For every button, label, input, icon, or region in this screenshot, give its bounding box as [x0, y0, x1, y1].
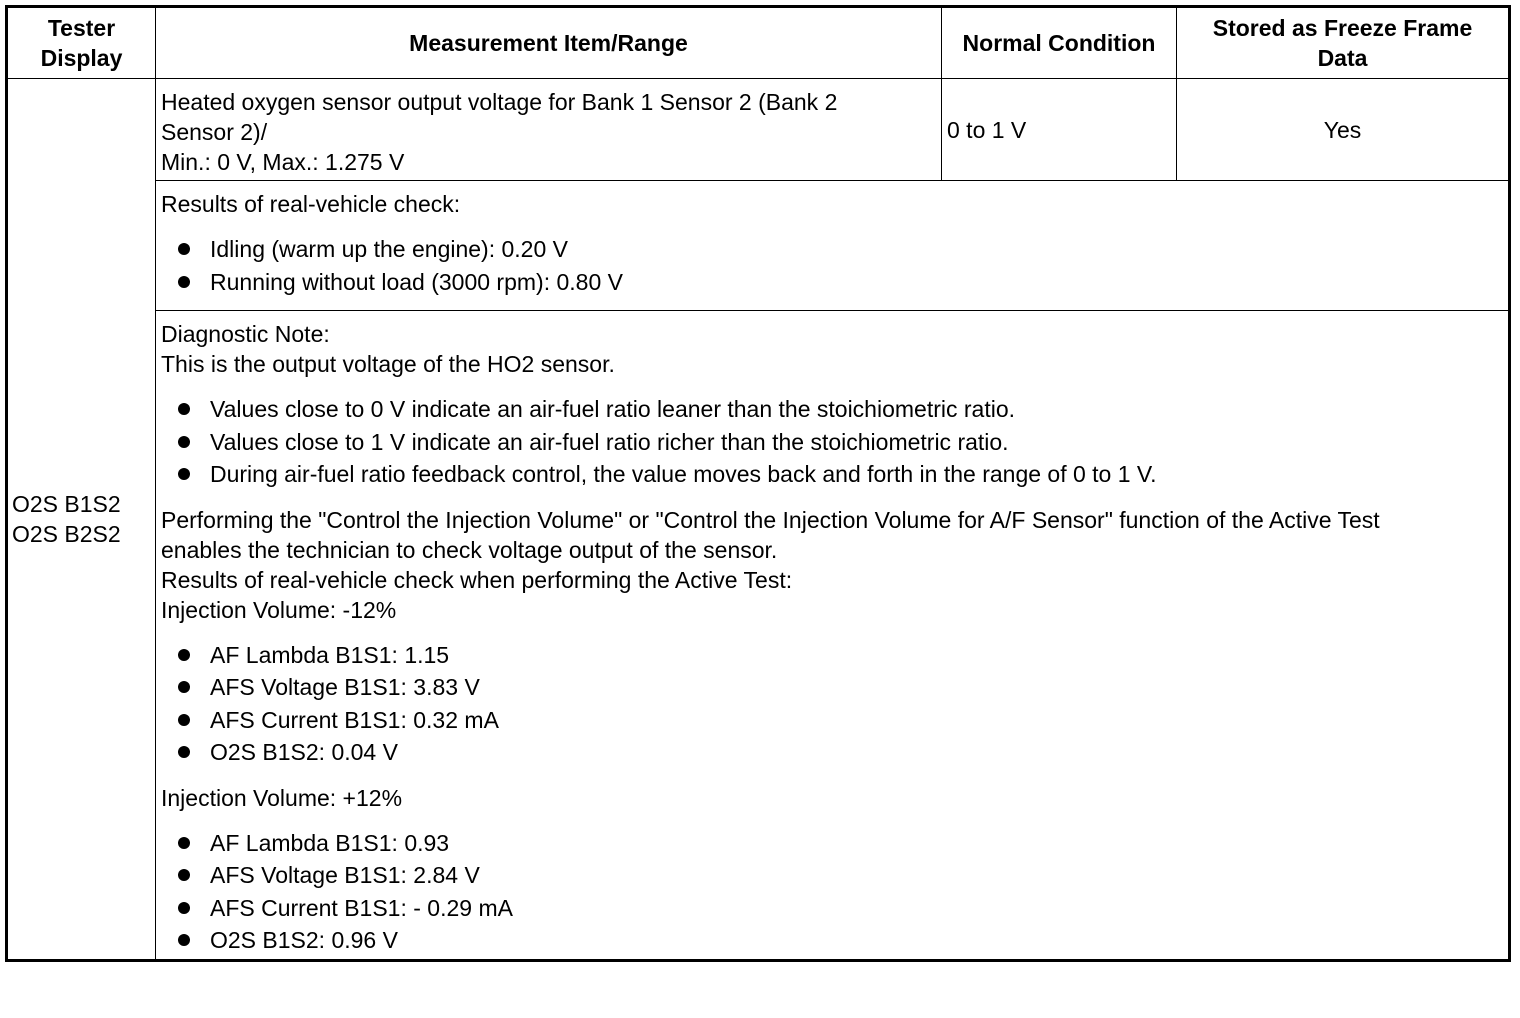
header-freeze-line: Stored as Freeze Frame: [1212, 15, 1473, 41]
diagnostic-heading: Diagnostic Note:: [161, 321, 330, 347]
data-row: [7, 79, 1510, 181]
list-item: [161, 233, 1503, 266]
diagnostic-cell: [156, 311, 1510, 961]
header-normal: Normal Condition: [942, 7, 1177, 79]
diagnostic-row: [7, 311, 1510, 961]
header-tester-display-line: Tester: [47, 15, 116, 41]
diagnostic-intro: This is the output voltage of the HO2 sensor.: [161, 351, 615, 377]
spec-table: [5, 5, 1511, 962]
injection-plus-list: [161, 827, 1503, 957]
tester-display-cell: [7, 79, 156, 961]
active-test-text: Performing the "Control the Injection Volume" or "Control the Injection Volume for A/F Sensor" function of the Active Test: [161, 506, 1380, 533]
normal-condition-cell: 0 to 1 V: [942, 79, 1177, 181]
bullet-icon: [178, 714, 190, 726]
active-test-results-heading: Results of real-vehicle check when performing the Active Test:: [161, 566, 793, 593]
bullet-icon: [178, 746, 190, 758]
bullet-icon: [178, 276, 190, 288]
bullet-icon: [178, 869, 190, 881]
measurement-cell: [156, 79, 942, 181]
list-item-text: AFS Voltage B1S1: 2.84 V: [210, 862, 480, 889]
list-item-text: AFS Voltage B1S1: 3.83 V: [210, 674, 480, 701]
bullet-icon: [178, 403, 190, 415]
header-row: [7, 7, 1510, 79]
list-item-text: AFS Current B1S1: - 0.29 mA: [210, 894, 513, 921]
list-item: [161, 639, 1503, 672]
list-item: [161, 736, 1503, 769]
list-item-text: Values close to 0 V indicate an air-fuel ratio leaner than the stoichiometric ratio.: [210, 396, 1015, 423]
list-item-text: Values close to 1 V indicate an air-fuel ratio richer than the stoichiometric ratio.: [210, 428, 1009, 455]
real-vehicle-cell: [156, 181, 1510, 311]
diagnostic-list: [161, 393, 1503, 491]
list-item-text: O2S B1S2: 0.96 V: [210, 927, 398, 954]
tester-display-value: O2S B1S2: [12, 490, 121, 517]
measurement-line: Sensor 2)/: [161, 119, 268, 145]
list-item: [161, 458, 1503, 491]
measurement-line: Heated oxygen sensor output voltage for Bank 1 Sensor 2 (Bank 2: [161, 89, 838, 115]
bullet-icon: [178, 436, 190, 448]
freeze-frame-cell: Yes: [1177, 79, 1510, 181]
active-test-text: enables the technician to check voltage output of the sensor.: [161, 536, 778, 563]
header-freeze-line: Data: [1317, 45, 1368, 71]
header-tester-display-line: Display: [40, 45, 123, 71]
list-item-text: Idling (warm up the engine): 0.20 V: [210, 236, 568, 263]
bullet-icon: [178, 243, 190, 255]
header-freeze: [1177, 7, 1510, 79]
bullet-icon: [178, 902, 190, 914]
list-item: [161, 892, 1503, 925]
list-item: [161, 924, 1503, 957]
bullet-icon: [178, 934, 190, 946]
injection-minus-list: [161, 639, 1503, 769]
list-item: [161, 827, 1503, 860]
list-item-text: Running without load (3000 rpm): 0.80 V: [210, 268, 623, 295]
real-vehicle-heading: Results of real-vehicle check:: [161, 191, 461, 217]
list-item: [161, 426, 1503, 459]
list-item: [161, 859, 1503, 892]
list-item: [161, 266, 1503, 299]
list-item-text: AF Lambda B1S1: 1.15: [210, 641, 450, 668]
list-item-text: AFS Current B1S1: 0.32 mA: [210, 706, 499, 733]
measurement-line: Min.: 0 V, Max.: 1.275 V: [161, 149, 405, 175]
header-measurement: Measurement Item/Range: [156, 7, 942, 79]
list-item-text: During air-fuel ratio feedback control, the value moves back and forth in the range of 0 to 1 V.: [210, 461, 1157, 488]
real-vehicle-row: [7, 181, 1510, 311]
real-vehicle-list: [161, 233, 1503, 298]
injection-minus-heading: Injection Volume: -12%: [161, 596, 397, 623]
header-tester-display: [7, 7, 156, 79]
bullet-icon: [178, 468, 190, 480]
bullet-icon: [178, 681, 190, 693]
injection-plus-heading: Injection Volume: +12%: [161, 784, 403, 811]
list-item: [161, 671, 1503, 704]
list-item-text: AF Lambda B1S1: 0.93: [210, 829, 450, 856]
bullet-icon: [178, 837, 190, 849]
bullet-icon: [178, 649, 190, 661]
list-item: [161, 393, 1503, 426]
list-item: [161, 704, 1503, 737]
tester-display-value: O2S B2S2: [12, 520, 121, 547]
list-item-text: O2S B1S2: 0.04 V: [210, 739, 398, 766]
